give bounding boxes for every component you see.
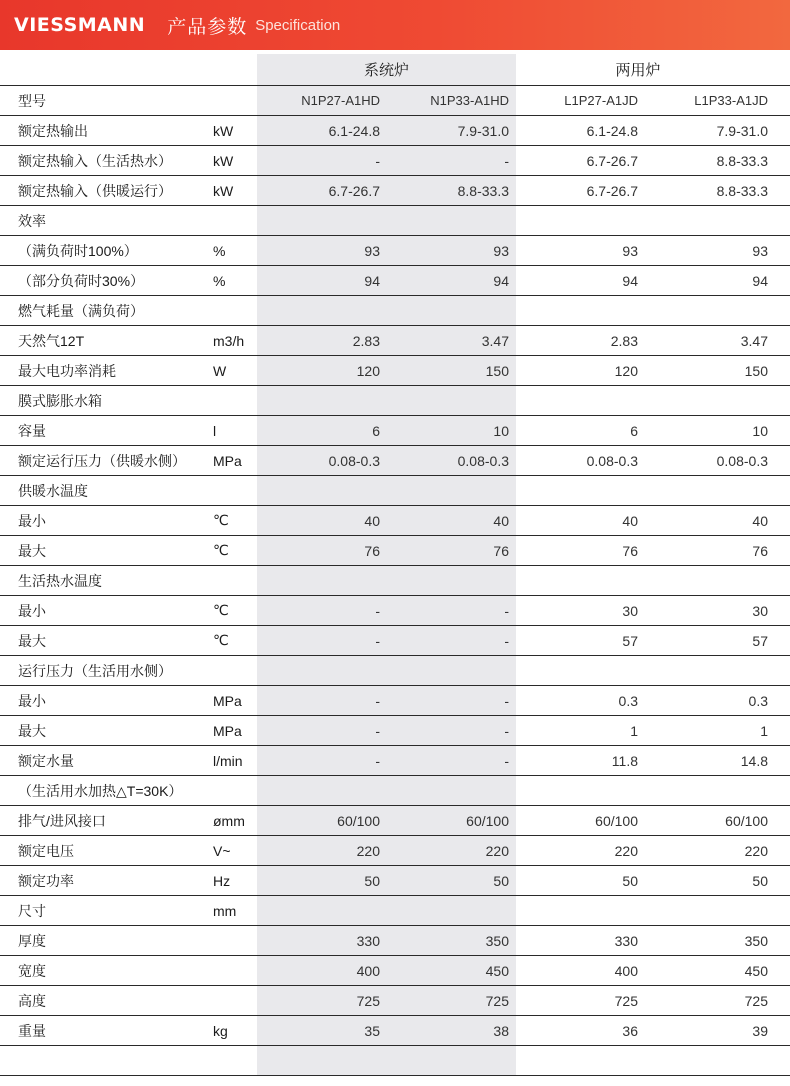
spec-value-col2: 150	[485, 362, 509, 379]
spec-value-col2: 350	[485, 932, 509, 949]
spec-value-col1: 94	[364, 272, 380, 289]
spec-row	[0, 416, 790, 446]
spec-value-col3: 60/100	[595, 812, 638, 829]
spec-unit	[213, 86, 257, 115]
spec-value-col1: 220	[356, 842, 380, 859]
model-row	[0, 86, 790, 116]
spec-value-col4: 350	[744, 932, 768, 949]
spec-row	[0, 836, 790, 866]
spec-value-col4: 8.8-33.3	[716, 182, 768, 199]
spec-value-col3: 0.08-0.3	[586, 452, 638, 469]
spec-value-col4: 7.9-31.0	[716, 122, 768, 139]
spec-label: 最大	[18, 632, 46, 649]
spec-value-col4: 60/100	[725, 812, 768, 829]
spec-value-col1: -	[375, 722, 380, 739]
spec-value-col3	[522, 566, 638, 595]
spec-label: 额定电压	[18, 842, 74, 859]
spec-label: 额定热输入（生活热水）	[18, 152, 172, 169]
spec-value-col4: 450	[744, 962, 768, 979]
spec-label: 生活热水温度	[18, 572, 102, 589]
spec-value-col4	[652, 896, 768, 925]
spec-value-col2	[393, 656, 509, 685]
spec-unit: %	[213, 242, 226, 259]
spec-value-col2	[393, 776, 509, 805]
spec-value-col2: 7.9-31.0	[457, 122, 509, 139]
spec-unit	[213, 386, 257, 415]
spec-value-col3: 330	[614, 932, 638, 949]
spec-value-col2	[393, 476, 509, 505]
group-combi-label: 两用炉	[615, 62, 661, 79]
spec-value-col2: 76	[493, 542, 509, 559]
spec-label: 容量	[18, 422, 46, 439]
spec-row	[0, 596, 790, 626]
spec-row	[0, 176, 790, 206]
spec-value-col3: L1P27-A1JD	[564, 93, 638, 108]
spec-value-col3: 30	[622, 602, 638, 619]
spec-unit: W	[213, 362, 227, 379]
brand-logo: VIESSMANN	[14, 14, 146, 36]
spec-value-col3: 94	[622, 272, 638, 289]
spec-value-col4	[652, 386, 768, 415]
spec-unit	[213, 776, 257, 805]
spec-value-col4	[652, 296, 768, 325]
spec-unit: ℃	[213, 512, 229, 528]
spec-value-col1: -	[375, 152, 380, 169]
spec-unit: kg	[213, 1022, 228, 1039]
spec-value-col2	[393, 206, 509, 235]
spec-label: 额定水量	[18, 752, 74, 769]
spec-value-col3: 76	[622, 542, 638, 559]
spec-label: 重量	[18, 1022, 46, 1039]
spec-label: （生活用水加热△T=30K）	[18, 782, 183, 799]
spec-unit: ømm	[213, 812, 245, 829]
spec-row	[0, 446, 790, 476]
spec-value-col4	[652, 206, 768, 235]
spec-value-col1: 6	[372, 422, 380, 439]
spec-label: 燃气耗量（满负荷）	[18, 302, 144, 319]
spec-value-col3: 36	[622, 1022, 638, 1039]
spec-value-col2: 38	[493, 1022, 509, 1039]
spec-label: 型号	[18, 92, 46, 109]
spec-value-col4: 220	[744, 842, 768, 859]
spec-unit	[213, 296, 257, 325]
spec-value-col4	[652, 566, 768, 595]
spec-value-col1: 93	[364, 242, 380, 259]
spec-value-col1: 400	[356, 962, 380, 979]
spec-row	[0, 926, 790, 956]
spec-value-col4: 40	[752, 512, 768, 529]
spec-row	[0, 536, 790, 566]
group-system-label: 系统炉	[363, 62, 409, 79]
spec-value-col1	[264, 776, 380, 805]
spec-value-col1	[264, 566, 380, 595]
spec-value-col4: 150	[744, 362, 768, 379]
spec-row	[0, 146, 790, 176]
spec-value-col3: 40	[622, 512, 638, 529]
spec-label: 厚度	[18, 932, 46, 949]
spec-value-col2: -	[504, 752, 509, 769]
spec-value-col2	[393, 566, 509, 595]
spec-row	[0, 116, 790, 146]
spec-value-col3	[522, 1046, 638, 1075]
spec-unit	[213, 566, 257, 595]
spec-value-col4	[652, 656, 768, 685]
spec-unit	[213, 656, 257, 685]
spec-unit: kW	[213, 182, 234, 199]
spec-label: 高度	[18, 992, 46, 1009]
spec-value-col3	[522, 896, 638, 925]
spec-value-col1	[264, 386, 380, 415]
spec-value-col1	[264, 206, 380, 235]
spec-value-col4	[652, 1046, 768, 1075]
spec-value-col1: 330	[356, 932, 380, 949]
spec-value-col2: -	[504, 632, 509, 649]
spec-row	[0, 326, 790, 356]
header-banner	[0, 0, 790, 50]
spec-label: 排气/进风接口	[18, 812, 106, 829]
spec-label: 天然气12T	[18, 332, 85, 349]
spec-row	[0, 206, 790, 236]
group-header-row	[0, 54, 790, 86]
page-title: 产品参数	[167, 16, 248, 38]
spec-value-col4: 1	[760, 722, 768, 739]
spec-unit	[213, 956, 257, 985]
spec-unit	[213, 476, 257, 505]
spec-label: 额定热输出	[18, 122, 88, 139]
spec-row	[0, 896, 790, 926]
spec-value-col2: 94	[493, 272, 509, 289]
spec-unit: kW	[213, 122, 234, 139]
spec-value-col4: 39	[752, 1022, 768, 1039]
spec-value-col1: 40	[364, 512, 380, 529]
spec-row	[0, 746, 790, 776]
spec-value-col2: -	[504, 722, 509, 739]
spec-value-col1: 2.83	[352, 332, 380, 349]
spec-unit	[213, 986, 257, 1015]
spec-value-col1: 120	[356, 362, 380, 379]
spec-row	[0, 1016, 790, 1046]
spec-label: 最大电功率消耗	[18, 362, 116, 379]
spec-value-col2: 10	[493, 422, 509, 439]
spec-unit: MPa	[213, 452, 242, 469]
spec-value-col2: 3.47	[481, 332, 509, 349]
spec-value-col2: 450	[485, 962, 509, 979]
spec-value-col4: 76	[752, 542, 768, 559]
spec-value-col1: -	[375, 692, 380, 709]
spec-value-col4: L1P33-A1JD	[694, 93, 768, 108]
spec-value-col1: 725	[356, 992, 380, 1009]
spec-value-col3: 120	[614, 362, 638, 379]
spec-value-col4	[652, 476, 768, 505]
spec-unit: V~	[213, 842, 231, 859]
spec-unit: mm	[213, 902, 237, 919]
spec-value-col2: N1P33-A1HD	[430, 93, 509, 108]
spec-label: 效率	[18, 212, 46, 229]
spec-value-col1: 0.08-0.3	[328, 452, 380, 469]
spec-value-col1	[264, 896, 380, 925]
spec-value-col4: 57	[752, 632, 768, 649]
spec-value-col3: 0.3	[618, 692, 638, 709]
spec-unit	[213, 206, 257, 235]
spec-value-col2: 60/100	[466, 812, 509, 829]
spec-value-col1: -	[375, 602, 380, 619]
spec-label: （部分负荷时30%）	[18, 272, 145, 289]
spec-unit: l/min	[213, 752, 243, 769]
spec-label: 最小	[18, 512, 46, 529]
spec-value-col2: 50	[493, 872, 509, 889]
spec-row	[0, 476, 790, 506]
spec-value-col1	[264, 1046, 380, 1075]
spec-label: 膜式膨胀水箱	[18, 392, 102, 409]
spec-value-col4: 94	[752, 272, 768, 289]
spec-value-col2	[393, 1046, 509, 1075]
spec-value-col2	[393, 896, 509, 925]
spec-row	[0, 686, 790, 716]
spec-row	[0, 716, 790, 746]
spec-value-col2	[393, 296, 509, 325]
spec-label: 运行压力（生活用水侧）	[18, 662, 172, 679]
spec-unit: kW	[213, 152, 234, 169]
spec-value-col4: 8.8-33.3	[716, 152, 768, 169]
spec-label: 宽度	[18, 962, 46, 979]
spec-value-col3: 6	[630, 422, 638, 439]
spec-value-col2: 0.08-0.3	[457, 452, 509, 469]
spec-value-col4: 10	[752, 422, 768, 439]
spec-row	[0, 656, 790, 686]
spec-unit: ℃	[213, 632, 229, 648]
spec-row	[0, 566, 790, 596]
spec-value-col4: 14.8	[740, 752, 768, 769]
spec-value-col2: 725	[485, 992, 509, 1009]
spec-value-col1: 50	[364, 872, 380, 889]
spec-unit: ℃	[213, 602, 229, 618]
spec-value-col3: 725	[614, 992, 638, 1009]
spec-value-col3	[522, 476, 638, 505]
spec-label: 供暖水温度	[18, 482, 88, 499]
spec-row	[0, 626, 790, 656]
spec-row	[0, 356, 790, 386]
spec-value-col3	[522, 386, 638, 415]
spec-value-col3: 6.7-26.7	[586, 182, 638, 199]
spec-row	[0, 266, 790, 296]
spec-row	[0, 386, 790, 416]
spec-value-col2: -	[504, 152, 509, 169]
spec-value-col3: 400	[614, 962, 638, 979]
spec-row	[0, 776, 790, 806]
spec-unit	[213, 926, 257, 955]
page-subtitle: Specification	[255, 16, 341, 34]
spec-value-col4: 30	[752, 602, 768, 619]
spec-unit: %	[213, 272, 226, 289]
spec-value-col3: 6.7-26.7	[586, 152, 638, 169]
spec-value-col2: -	[504, 692, 509, 709]
spec-value-col3	[522, 656, 638, 685]
spec-label: 最小	[18, 602, 46, 619]
spec-row	[0, 506, 790, 536]
spec-row	[0, 1046, 790, 1076]
spec-value-col4	[652, 776, 768, 805]
spec-row	[0, 236, 790, 266]
spec-value-col3: 6.1-24.8	[586, 122, 638, 139]
spec-value-col4: 0.08-0.3	[716, 452, 768, 469]
spec-value-col1: 60/100	[337, 812, 380, 829]
spec-value-col3	[522, 776, 638, 805]
spec-value-col1: -	[375, 632, 380, 649]
spec-unit: l	[213, 422, 217, 439]
spec-value-col2: 220	[485, 842, 509, 859]
spec-value-col1: -	[375, 752, 380, 769]
spec-table	[0, 54, 790, 1076]
spec-label: 最大	[18, 542, 46, 559]
spec-row	[0, 956, 790, 986]
spec-value-col3: 220	[614, 842, 638, 859]
spec-label: 最小	[18, 692, 46, 709]
spec-value-col3: 11.8	[611, 752, 638, 769]
spec-unit: Hz	[213, 872, 231, 889]
spec-value-col1: 6.1-24.8	[328, 122, 380, 139]
spec-value-col1: N1P27-A1HD	[301, 93, 380, 108]
spec-value-col1	[264, 656, 380, 685]
spec-unit: MPa	[213, 722, 242, 739]
spec-value-col2: -	[504, 602, 509, 619]
spec-label: （满负荷时100%）	[18, 242, 138, 259]
spec-value-col3: 1	[630, 722, 638, 739]
spec-unit: ℃	[213, 542, 229, 558]
spec-label	[18, 1046, 208, 1075]
spec-value-col4: 50	[752, 872, 768, 889]
spec-row	[0, 296, 790, 326]
spec-value-col1	[264, 296, 380, 325]
spec-value-col3: 2.83	[610, 332, 638, 349]
spec-value-col1: 35	[364, 1022, 380, 1039]
spec-unit: MPa	[213, 692, 242, 709]
spec-value-col3	[522, 296, 638, 325]
spec-value-col3	[522, 206, 638, 235]
spec-value-col1: 76	[364, 542, 380, 559]
spec-label: 额定热输入（供暖运行）	[18, 182, 172, 199]
spec-value-col4: 0.3	[748, 692, 768, 709]
spec-value-col4: 3.47	[740, 332, 768, 349]
spec-value-col2: 40	[493, 512, 509, 529]
spec-label: 额定运行压力（供暖水侧）	[18, 452, 186, 469]
spec-value-col1: 6.7-26.7	[328, 182, 380, 199]
spec-value-col3: 50	[622, 872, 638, 889]
spec-label: 尺寸	[18, 902, 46, 919]
spec-unit	[213, 1046, 257, 1075]
spec-value-col4: 725	[744, 992, 768, 1009]
spec-unit: m3/h	[213, 332, 245, 349]
spec-value-col1	[264, 476, 380, 505]
spec-value-col2: 93	[493, 242, 509, 259]
spec-value-col2: 8.8-33.3	[457, 182, 509, 199]
spec-value-col3: 93	[622, 242, 638, 259]
spec-value-col4: 93	[752, 242, 768, 259]
spec-value-col3: 57	[622, 632, 638, 649]
spec-value-col2	[393, 386, 509, 415]
spec-label: 额定功率	[18, 872, 74, 889]
spec-label: 最大	[18, 722, 46, 739]
spec-row	[0, 806, 790, 836]
spec-row	[0, 866, 790, 896]
spec-row	[0, 986, 790, 1016]
